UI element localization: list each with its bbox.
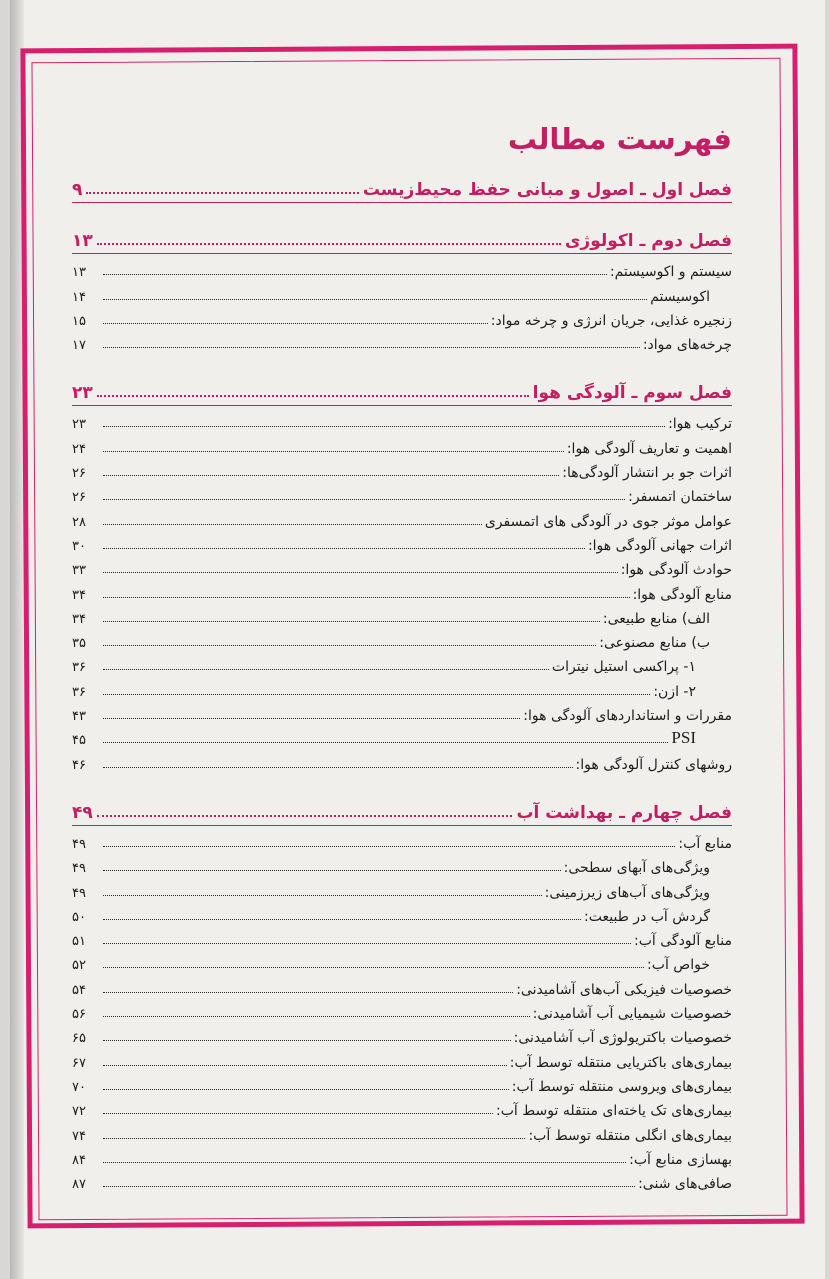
toc-entry — [72, 949, 732, 973]
entry-page: ۷۰ — [72, 1079, 86, 1095]
dot-leader — [103, 742, 668, 743]
chapter-rule — [72, 253, 732, 254]
toc-entry — [72, 481, 732, 505]
entry-page: ۳۳ — [72, 563, 86, 579]
entry-text: عوامل موثر جوی در آلودگی های اتمسفری — [484, 513, 732, 530]
toc-entry — [72, 578, 732, 602]
dot-leader — [103, 943, 631, 944]
dot-leader — [103, 846, 675, 847]
toc-entry — [72, 329, 732, 353]
entry-text: اکوسیستم — [650, 288, 710, 305]
dot-leader — [97, 395, 529, 397]
dot-leader — [103, 597, 630, 598]
dot-leader — [103, 426, 665, 427]
toc-entry — [72, 505, 732, 529]
entry-page: ۴۹ — [72, 836, 86, 852]
entry-text: بیماری‌های ویروسی منتقله توسط آب: — [511, 1078, 732, 1095]
chapter-rule — [72, 825, 732, 826]
dot-leader — [103, 274, 607, 275]
entry-page: ۵۴ — [72, 982, 86, 998]
dot-leader — [103, 1162, 626, 1163]
entry-text: اثرات جو بر انتشار آلودگی‌ها: — [562, 465, 732, 482]
entry-page: ۸۴ — [72, 1152, 86, 1168]
entry-text: خصوصیات باکتریولوژی آب آشامیدنی: — [513, 1030, 732, 1047]
entry-text: گردش آب در طبیعت: — [584, 908, 710, 925]
dot-leader — [103, 524, 482, 525]
entry-page: ۵۰ — [72, 909, 86, 925]
entry-page: ۶۷ — [72, 1055, 86, 1071]
dot-leader — [103, 475, 559, 476]
entry-page: ۱۴ — [72, 289, 86, 305]
entry-text: خصوصیات شیمیایی آب آشامیدنی: — [532, 1006, 732, 1023]
entry-text: روشهای کنترل آلودگی هوا: — [575, 756, 732, 773]
entry-page: ۳۰ — [72, 538, 86, 554]
chapter-rule — [72, 405, 732, 406]
toc-entry — [72, 876, 732, 900]
dot-leader — [103, 299, 647, 300]
entry-text: ساختمان اتمسفر: — [628, 489, 732, 506]
entry-page: ۳۵ — [72, 636, 86, 652]
entry-text: ویژگی‌های آبهای سطحی: — [563, 860, 710, 877]
toc-entry — [72, 724, 732, 748]
entry-page: ۴۹ — [72, 885, 86, 901]
dot-leader — [97, 815, 513, 817]
entry-text: مقررات و استانداردهای آلودگی هوا: — [523, 708, 732, 725]
entry-page: ۵۲ — [72, 958, 86, 974]
toc-entry — [72, 925, 732, 949]
entry-text: بیماری‌های انگلی منتقله توسط آب: — [528, 1127, 732, 1144]
entry-text: خواص آب: — [647, 957, 710, 974]
chapter-heading — [72, 170, 732, 200]
entry-page: ۴۹ — [72, 861, 86, 877]
entry-text: الف) منابع طبیعی: — [602, 610, 710, 627]
entry-page: ۵۶ — [72, 1007, 86, 1023]
toc-entry — [72, 408, 732, 432]
dot-leader — [103, 992, 513, 993]
toc-entry — [72, 554, 732, 578]
entry-page: ۳۴ — [72, 587, 86, 603]
dot-leader — [103, 669, 549, 670]
dot-leader — [97, 243, 561, 245]
entry-text: چرخه‌های مواد: — [642, 337, 732, 354]
dot-leader — [103, 645, 596, 646]
chapter-page: ۹ — [72, 180, 83, 200]
entry-page: ۲۴ — [72, 441, 86, 457]
dot-leader — [103, 967, 644, 968]
dot-leader — [103, 1138, 525, 1139]
toc-entry — [72, 700, 732, 724]
dot-leader — [103, 572, 618, 573]
dot-leader — [103, 1113, 493, 1114]
toc-entry — [72, 256, 732, 280]
dot-leader — [103, 718, 520, 719]
dot-leader — [103, 323, 488, 324]
dot-leader — [86, 192, 358, 194]
entry-page: ۷۲ — [72, 1104, 86, 1120]
entry-page: ۴۶ — [72, 757, 86, 773]
chapter-page: ۲۳ — [72, 383, 93, 404]
dot-leader — [103, 1065, 507, 1066]
entry-page: ۲۳ — [72, 417, 86, 433]
dot-leader — [103, 499, 625, 500]
entry-text: بهسازی منابع آب: — [629, 1151, 732, 1168]
entry-page: ۲۶ — [72, 490, 86, 506]
toc-entry — [72, 651, 732, 675]
toc-entry — [72, 828, 732, 852]
toc-entry — [72, 603, 732, 627]
dot-leader — [103, 548, 585, 549]
chapter-page: ۱۳ — [72, 231, 93, 251]
entry-page: ۱۵ — [72, 313, 86, 329]
entry-text: زنجیره غذایی، جریان انرژی و چرخه مواد: — [490, 312, 732, 329]
entry-page: ۲۶ — [72, 466, 86, 482]
toc-entry — [72, 901, 732, 925]
toc-entry — [72, 1095, 732, 1119]
toc-title: فهرست مطالب — [507, 122, 732, 156]
dot-leader — [103, 1040, 511, 1041]
dot-leader — [103, 1016, 530, 1017]
entry-text: ویژگی‌های آب‌های زیرزمینی: — [544, 884, 710, 901]
table-of-contents — [72, 118, 732, 1192]
entry-text: PSI — [671, 728, 696, 748]
entry-text: ترکیب هوا: — [668, 416, 732, 433]
entry-page: ۴۳ — [72, 709, 86, 725]
dot-leader — [103, 1089, 509, 1090]
entry-page: ۷۴ — [72, 1128, 86, 1144]
dot-leader — [103, 919, 581, 920]
dot-leader — [103, 1186, 635, 1187]
chapter-heading — [72, 793, 732, 823]
toc-entry — [72, 432, 732, 456]
chapter-title: فصل سوم ـ آلودگی هوا — [532, 383, 732, 404]
entry-text: بیماری‌های باکتریایی منتقله توسط آب: — [509, 1054, 732, 1071]
chapter-heading — [72, 373, 732, 403]
entry-text: خصوصیات فیزیکی آب‌های آشامیدنی: — [516, 981, 732, 998]
dot-leader — [103, 895, 542, 896]
toc-entry — [72, 1168, 732, 1192]
chapter-heading — [72, 221, 732, 251]
entry-page: ۴۵ — [72, 733, 86, 749]
toc-entry — [72, 1046, 732, 1070]
entry-text: اثرات جهانی آلودگی هوا: — [587, 537, 732, 554]
entry-page: ۸۷ — [72, 1177, 86, 1193]
toc-entry — [72, 627, 732, 651]
entry-text: صافی‌های شنی: — [638, 1176, 732, 1193]
entry-page: ۳۴ — [72, 611, 86, 627]
entry-text: سیستم و اکوسیستم: — [609, 264, 732, 281]
toc-entry — [72, 530, 732, 554]
chapter-page: ۴۹ — [72, 802, 93, 823]
entry-text: حوادث آلودگی هوا: — [620, 562, 732, 579]
dot-leader — [103, 451, 564, 452]
entry-page: ۱۷ — [72, 338, 86, 354]
chapter-title: فصل دوم ـ اکولوژی — [564, 231, 732, 251]
toc-entry — [72, 998, 732, 1022]
chapter-title: فصل اول ـ اصول و مبانی حفظ محیط‌زیست — [362, 180, 732, 200]
dot-leader — [103, 767, 573, 768]
entry-page: ۵۱ — [72, 934, 86, 950]
dot-leader — [103, 694, 650, 695]
dot-leader — [103, 621, 600, 622]
chapter-title: فصل چهارم ـ بهداشت آب — [516, 802, 732, 823]
entry-text: منابع آلودگی هوا: — [632, 586, 732, 603]
entry-text: اهمیت و تعاریف آلودگی هوا: — [566, 440, 732, 457]
dot-leader — [103, 347, 640, 348]
toc-entry — [72, 1071, 732, 1095]
entry-page: ۲۸ — [72, 514, 86, 530]
toc-entry — [72, 1144, 732, 1168]
chapter-rule — [72, 202, 732, 203]
entry-text: ۲- ازن: — [653, 683, 696, 700]
entry-text: منابع آلودگی آب: — [634, 933, 732, 950]
entry-page: ۶۵ — [72, 1031, 86, 1047]
entry-text: بیماری‌های تک یاخته‌ای منتقله توسط آب: — [496, 1103, 732, 1120]
toc-entry — [72, 748, 732, 772]
toc-entry — [72, 675, 732, 699]
entry-page: ۱۳ — [72, 265, 86, 281]
toc-entry — [72, 1022, 732, 1046]
toc-entry — [72, 457, 732, 481]
entry-page: ۳۶ — [72, 660, 86, 676]
entry-text: منابع آب: — [678, 835, 732, 852]
toc-entry — [72, 852, 732, 876]
toc-entry — [72, 1119, 732, 1143]
dot-leader — [103, 870, 561, 871]
toc-entry — [72, 973, 732, 997]
toc-entry — [72, 280, 732, 304]
entry-text: ب) منابع مصنوعی: — [599, 635, 710, 652]
entry-text: ۱- پراکسی استیل نیترات — [551, 659, 696, 676]
entry-page: ۳۶ — [72, 684, 86, 700]
toc-entry — [72, 305, 732, 329]
